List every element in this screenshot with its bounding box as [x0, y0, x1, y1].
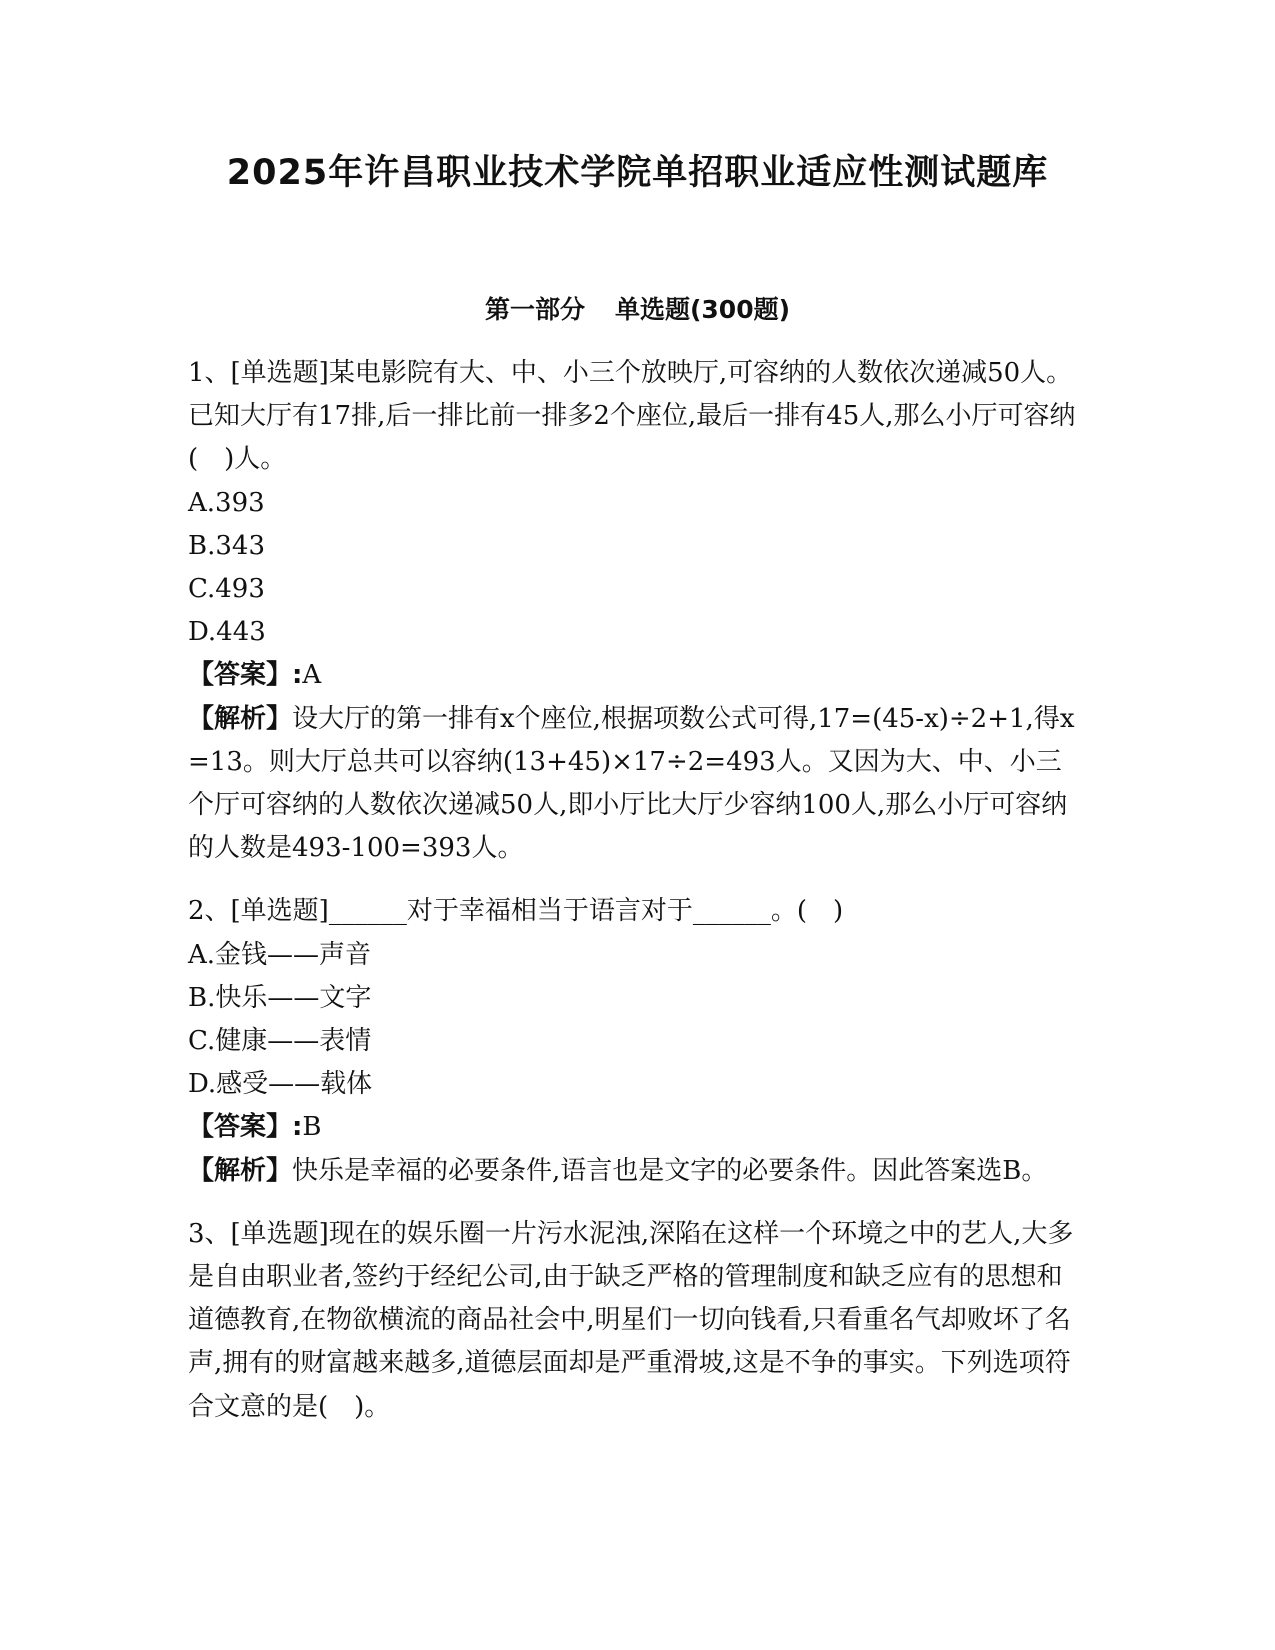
question-stem: 2、[单选题]______对于幸福相当于语言对于______。( ): [188, 896, 844, 927]
answer-separator: :: [292, 660, 303, 691]
answer-label: 【答案】: [188, 660, 293, 691]
document-title: 2025年许昌职业技术学院单招职业适应性测试题库: [226, 153, 1049, 193]
answer-label: 【答案】: [188, 1112, 293, 1143]
option-b: B.快乐——文字: [188, 982, 372, 1013]
analysis-line: [188, 698, 1078, 871]
question-item: [188, 1213, 1078, 1429]
option-d: D.感受——载体: [188, 1069, 373, 1100]
answer-line: [188, 654, 1078, 697]
question-item: [188, 352, 1078, 870]
answer-value: B: [302, 1112, 322, 1143]
question-stem: 3、[单选题]现在的娱乐圈一片污水泥浊,深陷在这样一个环境之中的艺人,大多是自由职业者,签约于经纪公司,由于缺乏严格的管理制度和缺乏应有的思想和道德教育,在物欲横流的商品社会中,明星们一切向钱看,只看重名气却败坏了名声,拥有的财富越来越多,道德层面却是严重滑坡,这是不争的事实。下列选项符合文意的是( )。: [188, 1218, 1074, 1422]
analysis-line: [188, 1150, 1078, 1193]
question-list: [188, 352, 1078, 1429]
analysis-text: 快乐是幸福的必要条件,语言也是文字的必要条件。因此答案选B。: [292, 1155, 1048, 1186]
section-name: 单选题(300题): [614, 295, 791, 324]
question-item: [188, 890, 1078, 1192]
option-a: A.金钱——声音: [188, 939, 372, 970]
option-c: C.493: [188, 574, 265, 605]
section-heading: [0, 290, 1275, 330]
section-part: 第一部分: [484, 295, 585, 324]
answer-separator: :: [292, 1112, 303, 1143]
answer-line: [188, 1106, 1078, 1149]
analysis-label: 【解析】: [188, 703, 293, 734]
option-a: A.393: [188, 487, 265, 518]
answer-value: A: [302, 660, 322, 691]
option-c: C.健康——表情: [188, 1026, 372, 1057]
analysis-label: 【解析】: [188, 1155, 293, 1186]
option-b: B.343: [188, 530, 265, 561]
analysis-text: 设大厅的第一排有x个座位,根据项数公式可得,17=(45-x)÷2+1,得x=13。则大厅总共可以容纳(13+45)×17÷2=493人。又因为大、中、小三个厅可容纳的人数依次递减50人,即小厅比大厅少容纳100人,那么小厅可容纳的人数是493-100=393人。: [188, 703, 1075, 864]
question-stem: 1、[单选题]某电影院有大、中、小三个放映厅,可容纳的人数依次递减50人。已知大厅有17排,后一排比前一排多2个座位,最后一排有45人,那么小厅可容纳( )人。: [188, 358, 1076, 475]
option-d: D.443: [188, 617, 266, 648]
